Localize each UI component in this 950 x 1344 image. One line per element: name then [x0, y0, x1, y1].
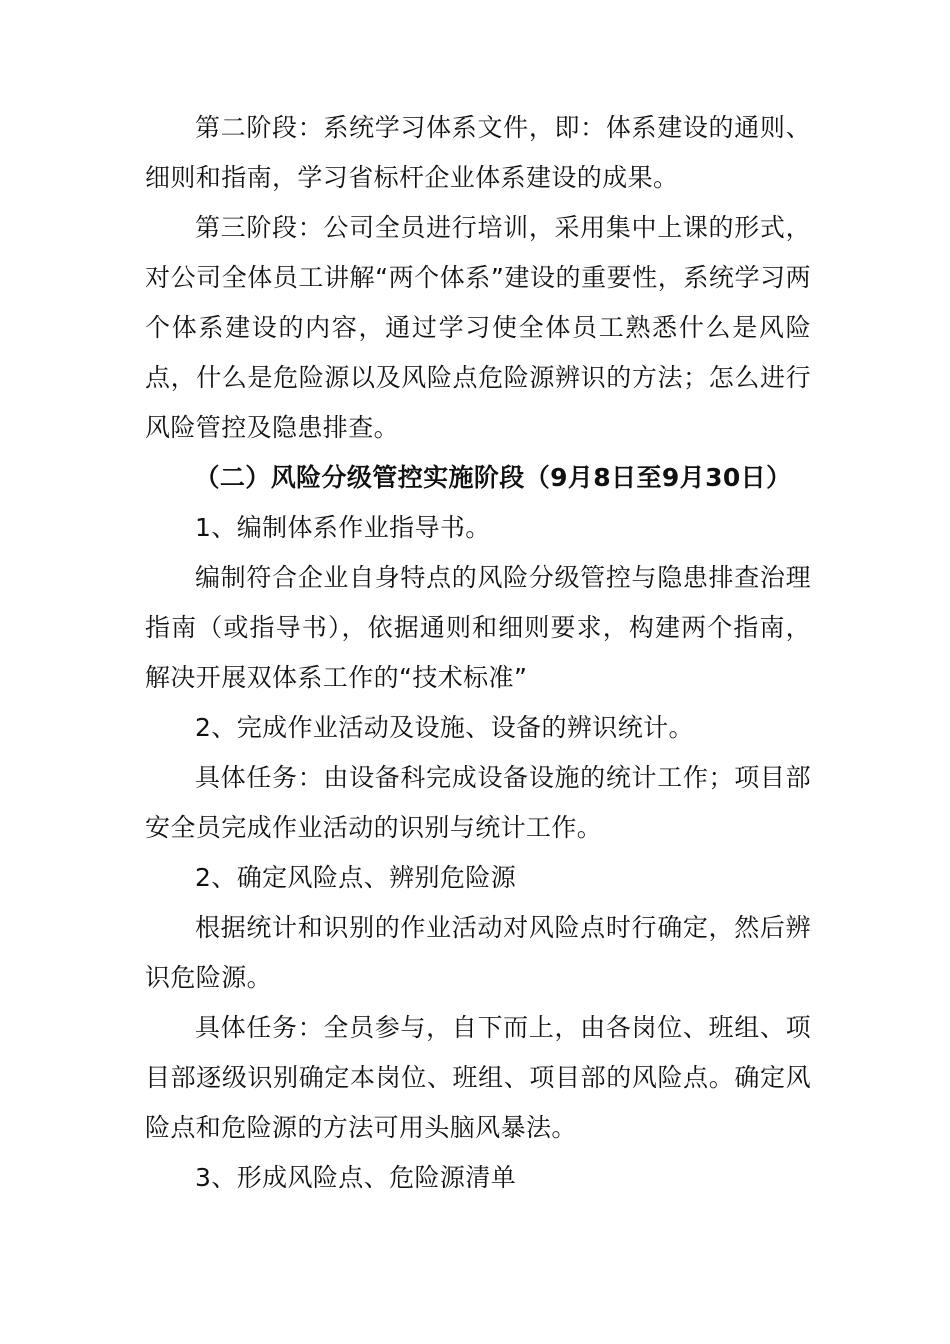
document-page	[145, 103, 811, 1203]
item-determine-risk-points: 2、确定风险点、辨别危险源	[195, 863, 517, 892]
item-form-list: 3、形成风险点、危险源清单	[195, 1163, 517, 1192]
item-compile-guide: 1、编制体系作业指导书。	[195, 513, 491, 542]
section-heading: （二）风险分级管控实施阶段（9月8日至9月30日）	[194, 463, 792, 492]
item-identify-activities: 2、完成作业活动及设施、设备的辨识统计。	[195, 713, 694, 742]
item-compile-guide-detail: 编制符合企业自身特点的风险分级管控与隐患排查治理指南（或指导书），依据通则和细则要求，构建两个指南，解决开展双体系工作的“技术标准”	[145, 563, 811, 692]
item-determine-risk-points-detail: 根据统计和识别的作业活动对风险点时行确定，然后辨识危险源。	[145, 913, 811, 992]
item-identify-activities-detail: 具体任务：由设备科完成设备设施的统计工作；项目部安全员完成作业活动的识别与统计工作。	[145, 763, 811, 842]
item-determine-risk-points-task: 具体任务：全员参与，自下而上，由各岗位、班组、项目部逐级识别确定本岗位、班组、项目部的风险点。确定风险点和危险源的方法可用头脑风暴法。	[145, 1013, 811, 1142]
paragraph-stage-three: 第三阶段：公司全员进行培训，采用集中上课的形式，对公司全体员工讲解“两个体系”建设的重要性，系统学习两个体系建设的内容，通过学习使全体员工熟悉什么是风险点，什么是危险源以及风险点危险源辨识的方法；怎么进行风险管控及隐患排查。	[145, 213, 811, 442]
paragraph-stage-two: 第二阶段：系统学习体系文件，即：体系建设的通则、细则和指南，学习省标杆企业体系建设的成果。	[145, 113, 811, 192]
